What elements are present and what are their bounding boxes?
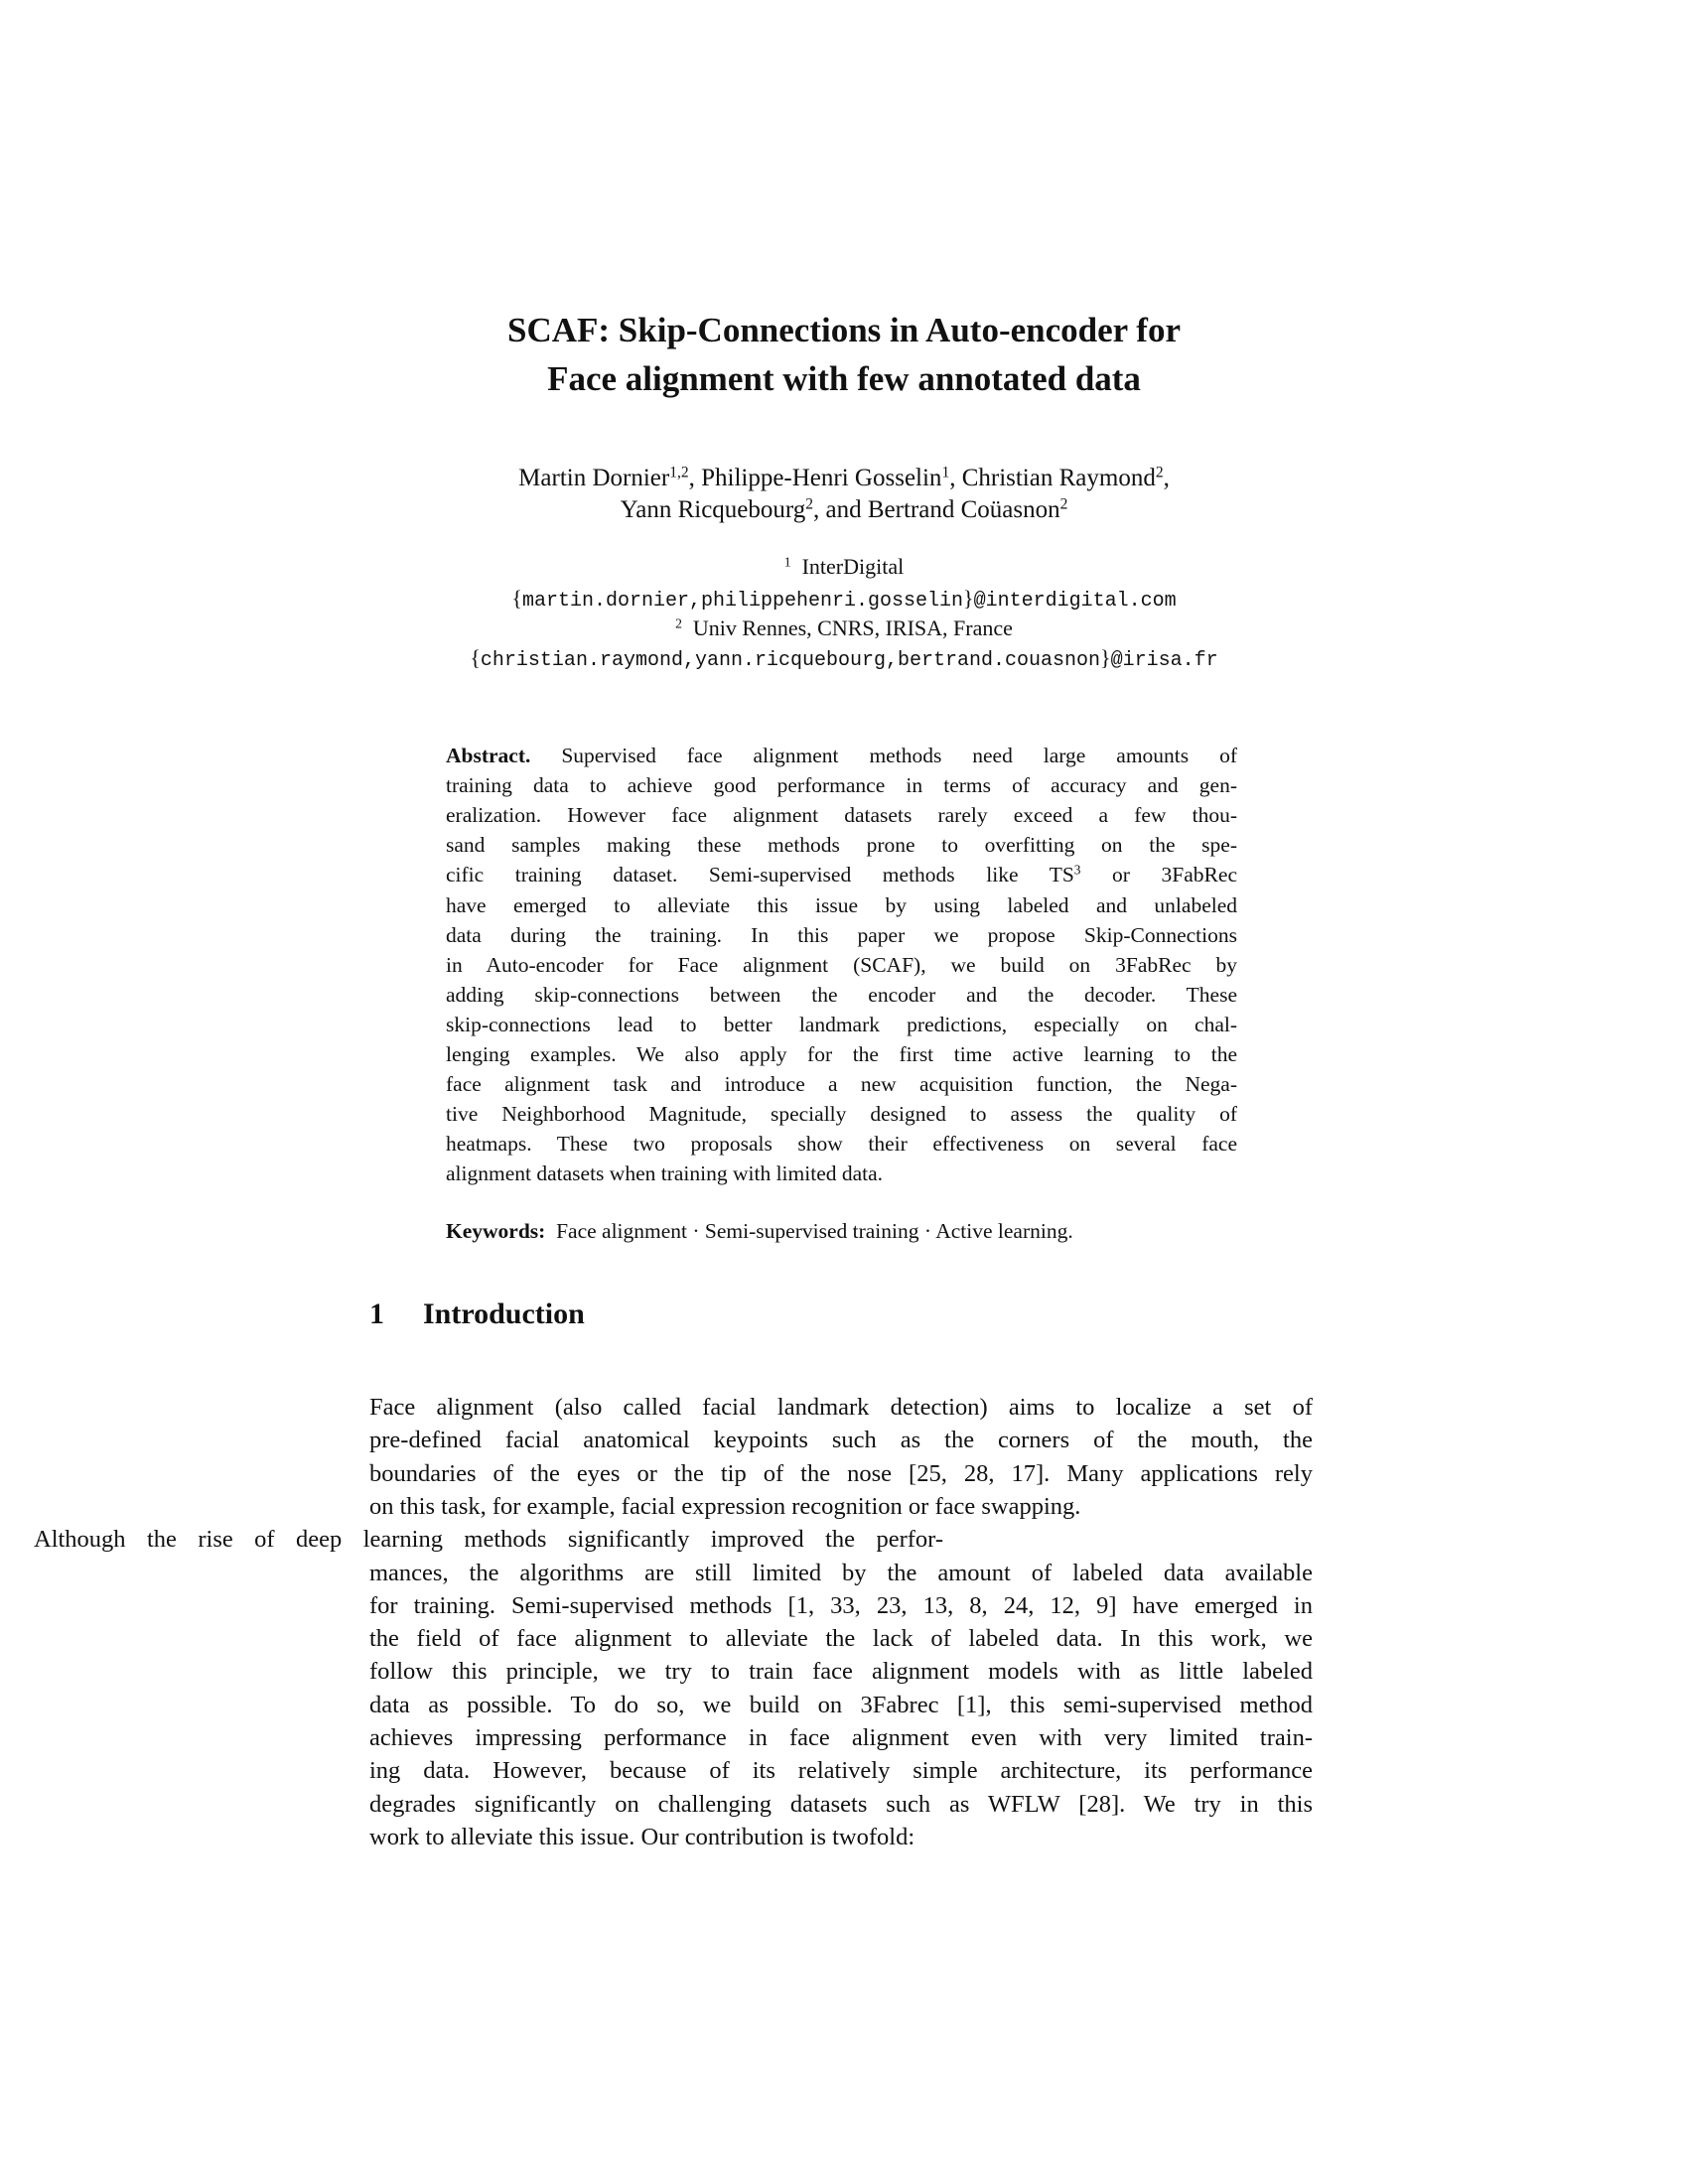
text-line [369,1788,1313,1822]
affiliation-line [0,552,1688,582]
affiliation-line [0,614,1688,643]
text-line [446,1129,1237,1159]
text-line [446,860,1237,889]
text: { [470,645,481,670]
text: alignment datasets when training with limited data. [446,1161,884,1186]
text-line [369,1424,1313,1457]
superscript: 1 [783,554,791,570]
text-line [446,770,1237,800]
text: } [963,586,974,611]
text-line [446,950,1237,980]
text: pre-defined facial anatomical keypoints such as the corners of the mouth, the [369,1427,1313,1454]
text: degrades significantly on challenging datasets such as WFLW [28]. We try in this [369,1790,1313,1818]
text-line [369,1589,1313,1623]
title-line: Face alignment with few annotated data [547,359,1141,398]
superscript: 2 [1155,464,1164,481]
author-line [0,463,1688,494]
section-title: Introduction [423,1297,585,1330]
superscript: 2 [805,495,814,513]
text-line [446,1039,1237,1069]
text: follow this principle, we try to train face alignment models with as little labeled [369,1658,1313,1686]
title-line: SCAF: Skip-Connections in Auto-encoder for [506,311,1181,349]
text: Supervised face alignment methods need large amounts of [530,744,1237,767]
text: heatmaps. These two proposals show their effectiveness on several face [446,1132,1237,1157]
text: or 3FabRec [1080,863,1237,887]
text: , Philippe-Henri Gosselin [688,465,942,491]
text-line [446,1159,1237,1188]
keywords [446,1216,1073,1246]
text: Although the rise of deep learning methods significantly improved the perfor- [34,1526,943,1554]
affiliation-email [0,584,1688,614]
text-line [446,890,1237,920]
text: boundaries of the eyes or the tip of the nose [25, 28, 17]. Many applications rely [369,1459,1313,1487]
text: Martin Dornier [518,465,670,491]
text: in Auto-encoder for Face alignment (SCAF), we build on 3FabRec by [446,952,1237,977]
text: for training. Semi-supervised methods [1, 33, 23, 13, 8, 24, 12, 9] have emerged in [369,1591,1313,1619]
text: Face alignment (also called facial landmark detection) aims to localize a set of [369,1394,1313,1421]
text-line [369,1721,1313,1755]
text: training data to achieve good performance in terms of accuracy and gen- [446,773,1237,798]
superscript: 2 [1059,495,1068,513]
text-line [369,1821,1313,1854]
text: work to alleviate this issue. Our contribution is twofold: [369,1823,915,1850]
text: achieves impressing performance in face alignment even with very limited train- [369,1724,1313,1751]
text-line [446,980,1237,1010]
text-line [369,1391,1313,1425]
author-line [0,494,1688,526]
text-line [369,1490,1313,1524]
text-line [369,1754,1313,1788]
text: , Christian Raymond [949,465,1156,491]
text: , and Bertrand Coüasnon [813,496,1060,523]
text: have emerged to alleviate this issue by using labeled and unlabeled [446,892,1237,917]
text: lenging examples. We also apply for the first time active learning to the [446,1042,1237,1066]
text: adding skip-connections between the encoder and the decoder. These [446,982,1237,1007]
email-text: christian.raymond,yann.ricquebourg,bertrand.couasnon [480,649,1101,672]
email-text: @interdigital.com [973,590,1177,613]
superscript: 3 [1073,863,1081,879]
email-text: martin.dornier,philippehenri.gosselin [521,590,964,613]
text: } [1100,645,1111,670]
superscript: 2 [675,615,682,631]
text: skip-connections lead to better landmark predictions, especially on chal- [446,1012,1237,1036]
text-line [446,741,1237,770]
text-line [446,800,1237,830]
text: Univ Rennes, CNRS, IRISA, France [681,615,1013,640]
text: eralization. However face alignment datasets rarely exceed a few thou- [446,803,1237,828]
text-line [369,1622,1313,1656]
text: mances, the algorithms are still limited by the amount of labeled data available [369,1559,1313,1586]
section-heading [369,1295,585,1334]
text: ing data. However, because of its relatively simple architecture, its performance [369,1757,1313,1785]
text: tive Neighborhood Magnitude, specially designed to assess the quality of [446,1102,1237,1127]
text: face alignment task and introduce a new acquisition function, the Nega- [446,1072,1237,1097]
text: on this task, for example, facial expression recognition or face swapping. [369,1492,1081,1520]
text: , [1163,465,1170,491]
text-line [446,920,1237,950]
text: data as possible. To do so, we build on 3Fabrec [1], this semi-supervised method [369,1691,1313,1718]
text-line [369,1655,1313,1689]
text: the field of face alignment to alleviate the lack of labeled data. In this work, we [369,1625,1313,1653]
text: sand samples making these methods prone to overfitting on the spe- [446,833,1237,858]
text: data during the training. In this paper we propose Skip-Connections [446,922,1237,947]
text-line [0,1523,943,1557]
text-line [446,830,1237,860]
text-line [369,1457,1313,1491]
text: { [511,586,522,611]
text-line [369,1689,1313,1722]
text: InterDigital [790,554,905,579]
bold-label: Keywords: [446,1219,546,1243]
text-line [446,1010,1237,1039]
text: cific training dataset. Semi-supervised methods like TS [446,863,1074,887]
text-line [369,1557,1313,1590]
text-line [446,1099,1237,1129]
superscript: 1,2 [669,464,689,481]
email-text: @irisa.fr [1110,649,1218,672]
superscript: 1 [941,464,950,481]
text: Face alignment · Semi-supervised training · Active learning. [545,1219,1073,1243]
affiliation-email [0,643,1688,673]
bold-label: Abstract. [446,744,531,767]
text: Yann Ricquebourg [620,496,806,523]
text-line [446,1069,1237,1099]
section-number: 1 [369,1297,384,1330]
